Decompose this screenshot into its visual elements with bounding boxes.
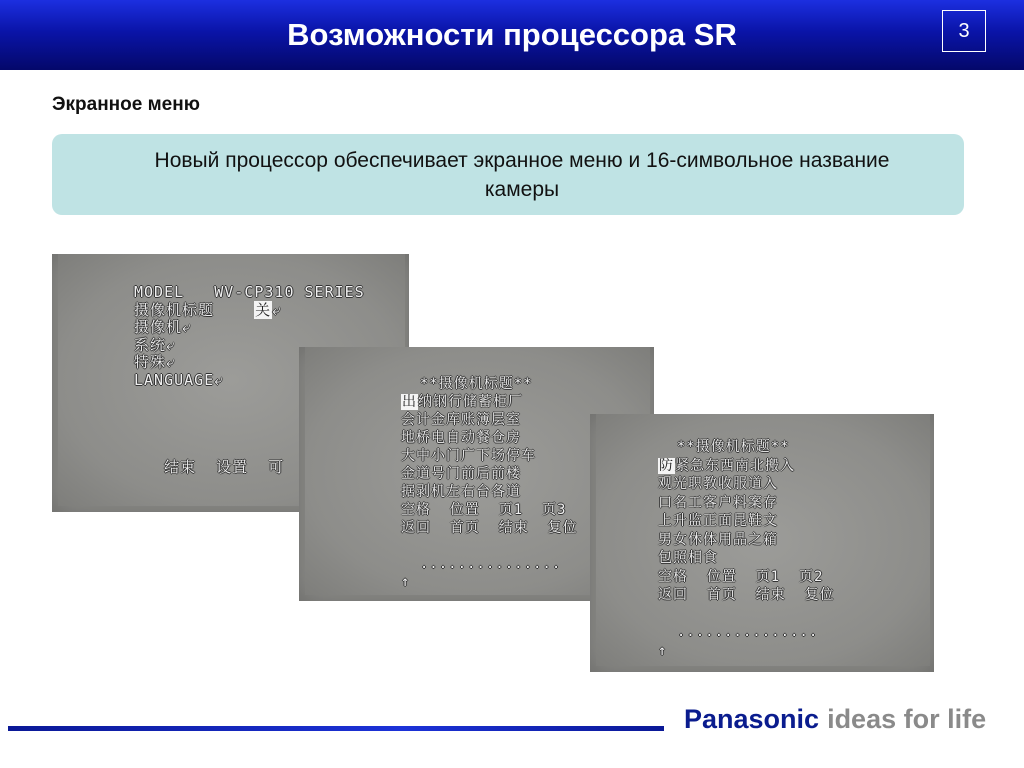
page-number-box: 3 [942,10,986,52]
footer-divider [8,726,664,731]
osd-line: ↑ [658,642,668,659]
osd-line: 返回 首页 结束 复位 [401,520,578,536]
osd-line: 返回 首页 结束 复位 [658,587,835,603]
osd-line: 特殊⤶ [134,353,176,371]
osd-line: LANGUAGE⤶ [134,370,224,389]
osd-cursor: 防 [659,457,674,474]
osd-line: 系统⤶ [134,335,176,354]
osd-line: ↑ [401,574,411,590]
osd-line: 上升监正面昆鞋文 [658,513,778,529]
osd-line: 男女休体用品之箱 [658,531,778,548]
callout-box [52,134,964,215]
osd-cursor: 出 [402,394,417,410]
osd-line: 摄像机标题 关⤶ [134,300,282,319]
osd-cursor: 关 [255,300,272,319]
osd-line: ............... [658,624,819,640]
osd-line: 会计金库账簿层室 [401,412,521,428]
osd-line [658,605,835,624]
osd-screenshot-title-edit-page2 [590,414,934,672]
callout-text: Новый процессор обеспечивает экранное меню и 16-символьное название камеры [154,149,890,201]
osd-line: 空格 位置 页1 页2 [658,568,824,585]
slide-title: Возможности процессора SR [287,17,737,52]
osd-line: 地桥电自动餐仓房 [401,430,521,446]
brand-logo [684,704,986,735]
osd-menu-text [658,438,835,660]
section-subtitle: Экранное меню [52,94,200,115]
osd-line: 金道号门前后前楼 [401,466,521,482]
osd-line [401,537,578,555]
screen-surface [596,414,930,666]
osd-line: 防紧急东西南北搬入 [659,457,795,474]
osd-line: **摄像机标题** [658,439,790,455]
osd-line: 出纳钢行储蓄柜厂 [402,394,523,410]
osd-line: 观光职教收服道入 [658,476,778,492]
osd-line: 包照相食 [658,550,718,566]
brand-tagline: ideas for life [827,704,987,734]
brand-name: Panasonic [684,704,820,734]
osd-line: 据剥机左右台各道 [401,484,521,500]
osd-line: 摄像机⤶ [134,318,192,336]
osd-line: ............... [401,556,562,572]
osd-line: 口名工客户料案存 [658,494,778,511]
osd-menu-text [401,375,578,591]
osd-line: MODEL WV-CP310 SERIES [134,283,365,301]
osd-line: 结束 设置 可 [134,458,285,476]
header-bar [0,0,1024,70]
osd-line: **摄像机标题** [401,376,533,392]
osd-line: 空格 位置 页1 页3 [401,502,567,518]
osd-line: 大中小门广下场停车 [401,448,536,464]
